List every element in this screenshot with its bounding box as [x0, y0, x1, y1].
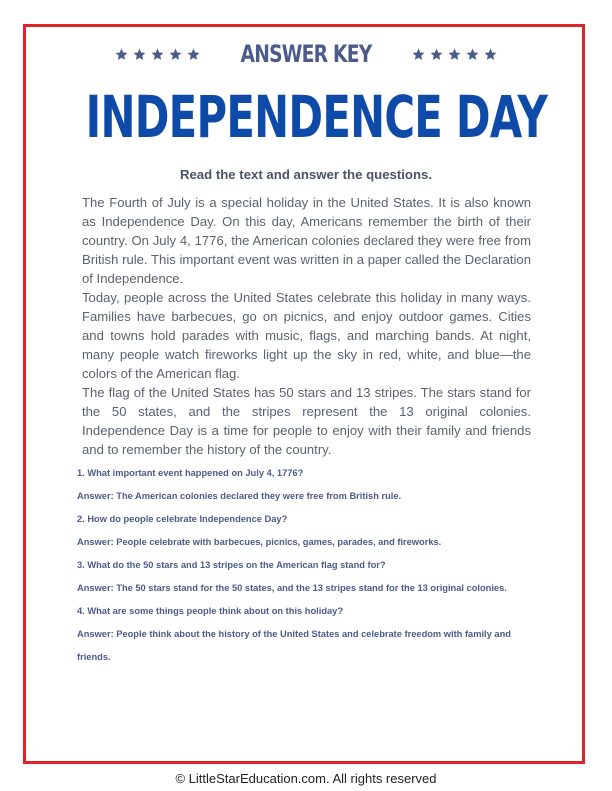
question-3: 3. What do the 50 stars and 13 stripes on the American flag stand for?	[77, 560, 386, 570]
questions-list	[77, 462, 537, 669]
page-title: INDEPENDENCE DAY	[85, 83, 548, 151]
answer-4: Answer: People think about the history of the United States and celebrate freedom with family and friends.	[77, 629, 511, 662]
header	[0, 36, 612, 72]
star-icon	[151, 48, 164, 61]
star-icon	[187, 48, 200, 61]
passage-paragraph: Today, people across the United States celebrate this holiday in many ways. Families have barbecues, go on picnics, and enjoy outdoor games. Cities and towns hold parades with music, flags, and marching bands. At night, many people watch fireworks light up the sky in red, white, and blue—the colors of the American flag.	[82, 290, 531, 381]
left-stars	[115, 48, 200, 61]
star-icon	[133, 48, 146, 61]
star-icon	[169, 48, 182, 61]
star-icon	[412, 48, 425, 61]
right-stars	[412, 48, 497, 61]
instructions: Read the text and answer the questions.	[179, 167, 433, 182]
star-icon	[448, 48, 461, 61]
question-4: 4. What are some things people think about on this holiday?	[77, 606, 344, 616]
star-icon	[430, 48, 443, 61]
reading-passage	[82, 193, 531, 459]
question-1: 1. What important event happened on July 4, 1776?	[77, 468, 304, 478]
question-2: 2. How do people celebrate Independence Day?	[77, 514, 288, 524]
passage-paragraph: The Fourth of July is a special holiday in the United States. It is also known as Independence Day. On this day, Americans remember the birth of their country. On July 4, 1776, the American colonies declared they were free from British rule. This important event was written in a paper called the Declaration of Independence.	[82, 195, 531, 286]
answer-2: Answer: People celebrate with barbecues, picnics, games, parades, and fireworks.	[77, 537, 442, 547]
star-icon	[484, 48, 497, 61]
copyright-footer: © LittleStarEducation.com. All rights reserved	[175, 771, 437, 786]
star-icon	[115, 48, 128, 61]
answer-3: Answer: The 50 stars stand for the 50 states, and the 13 stripes stand for the 13 original colonies.	[77, 583, 507, 593]
passage-paragraph: The flag of the United States has 50 stars and 13 stripes. The stars stand for the 50 states, and the stripes represent the 13 original colonies. Independence Day is a time for people to enjoy with their family and friends and to remember the history of the country.	[82, 385, 531, 457]
star-icon	[466, 48, 479, 61]
answer-1: Answer: The American colonies declared they were free from British rule.	[77, 491, 402, 501]
answer-key-subtitle: ANSWER KEY	[240, 40, 372, 68]
